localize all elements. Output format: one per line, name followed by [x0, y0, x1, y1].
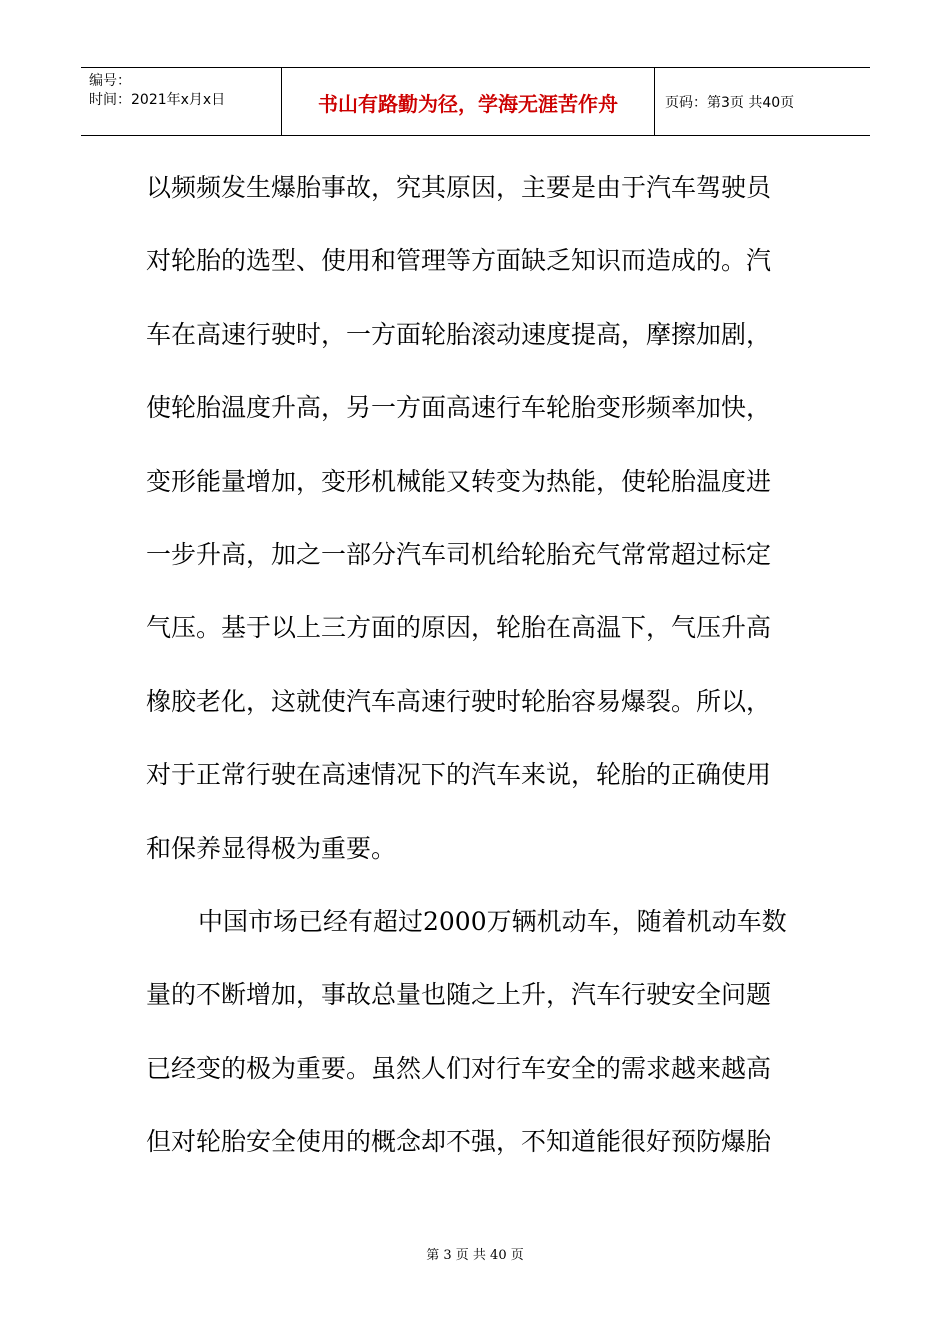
- body-line: 已经变的极为重要。虽然人们对行车安全的需求越来越高: [146, 1053, 772, 1083]
- body-line: 对于正常行驶在高速情况下的汽车来说，轮胎的正确使用: [146, 760, 772, 790]
- document-date: 时间：2021年x月x日: [89, 92, 226, 108]
- body-line: 一步升高，加之一部分汽车司机给轮胎充气常常超过标定: [146, 539, 772, 569]
- paragraph-start-line: 中国市场已经有超过2000万辆机动车，随着机动车数: [198, 906, 787, 936]
- header-motto-cell: [282, 68, 655, 135]
- body-line: 使轮胎温度升高，另一方面高速行车轮胎变形频率加快，: [146, 393, 772, 423]
- document-body: [146, 164, 808, 1191]
- header-page-info: 页码：第3页 共40页: [665, 95, 795, 111]
- body-line: 气压。基于以上三方面的原因，轮胎在高温下，气压升高: [146, 613, 772, 643]
- document-header: [81, 67, 870, 136]
- header-page-cell: [655, 68, 870, 135]
- document-number-label: 编号：: [89, 73, 131, 89]
- body-line: 车在高速行驶时，一方面轮胎滚动速度提高，摩擦加剧，: [146, 319, 772, 349]
- header-motto: 书山有路勤为径，学海无涯苦作舟: [318, 92, 618, 116]
- page-footer: 第 3 页 共 40 页: [426, 1248, 524, 1263]
- body-line: 橡胶老化，这就使汽车高速行驶时轮胎容易爆裂。所以，: [146, 686, 772, 716]
- body-line: 对轮胎的选型、使用和管理等方面缺乏知识而造成的。汽: [146, 246, 772, 276]
- header-meta-cell: [81, 68, 282, 135]
- body-line: 和保养显得极为重要。: [146, 833, 397, 863]
- body-line: 变形能量增加，变形机械能又转变为热能，使轮胎温度进: [146, 466, 772, 496]
- body-line: 但对轮胎安全使用的概念却不强，不知道能很好预防爆胎: [146, 1127, 772, 1157]
- body-line: 以频频发生爆胎事故，究其原因，主要是由于汽车驾驶员: [146, 173, 772, 202]
- body-line: 量的不断增加，事故总量也随之上升，汽车行驶安全问题: [146, 980, 772, 1010]
